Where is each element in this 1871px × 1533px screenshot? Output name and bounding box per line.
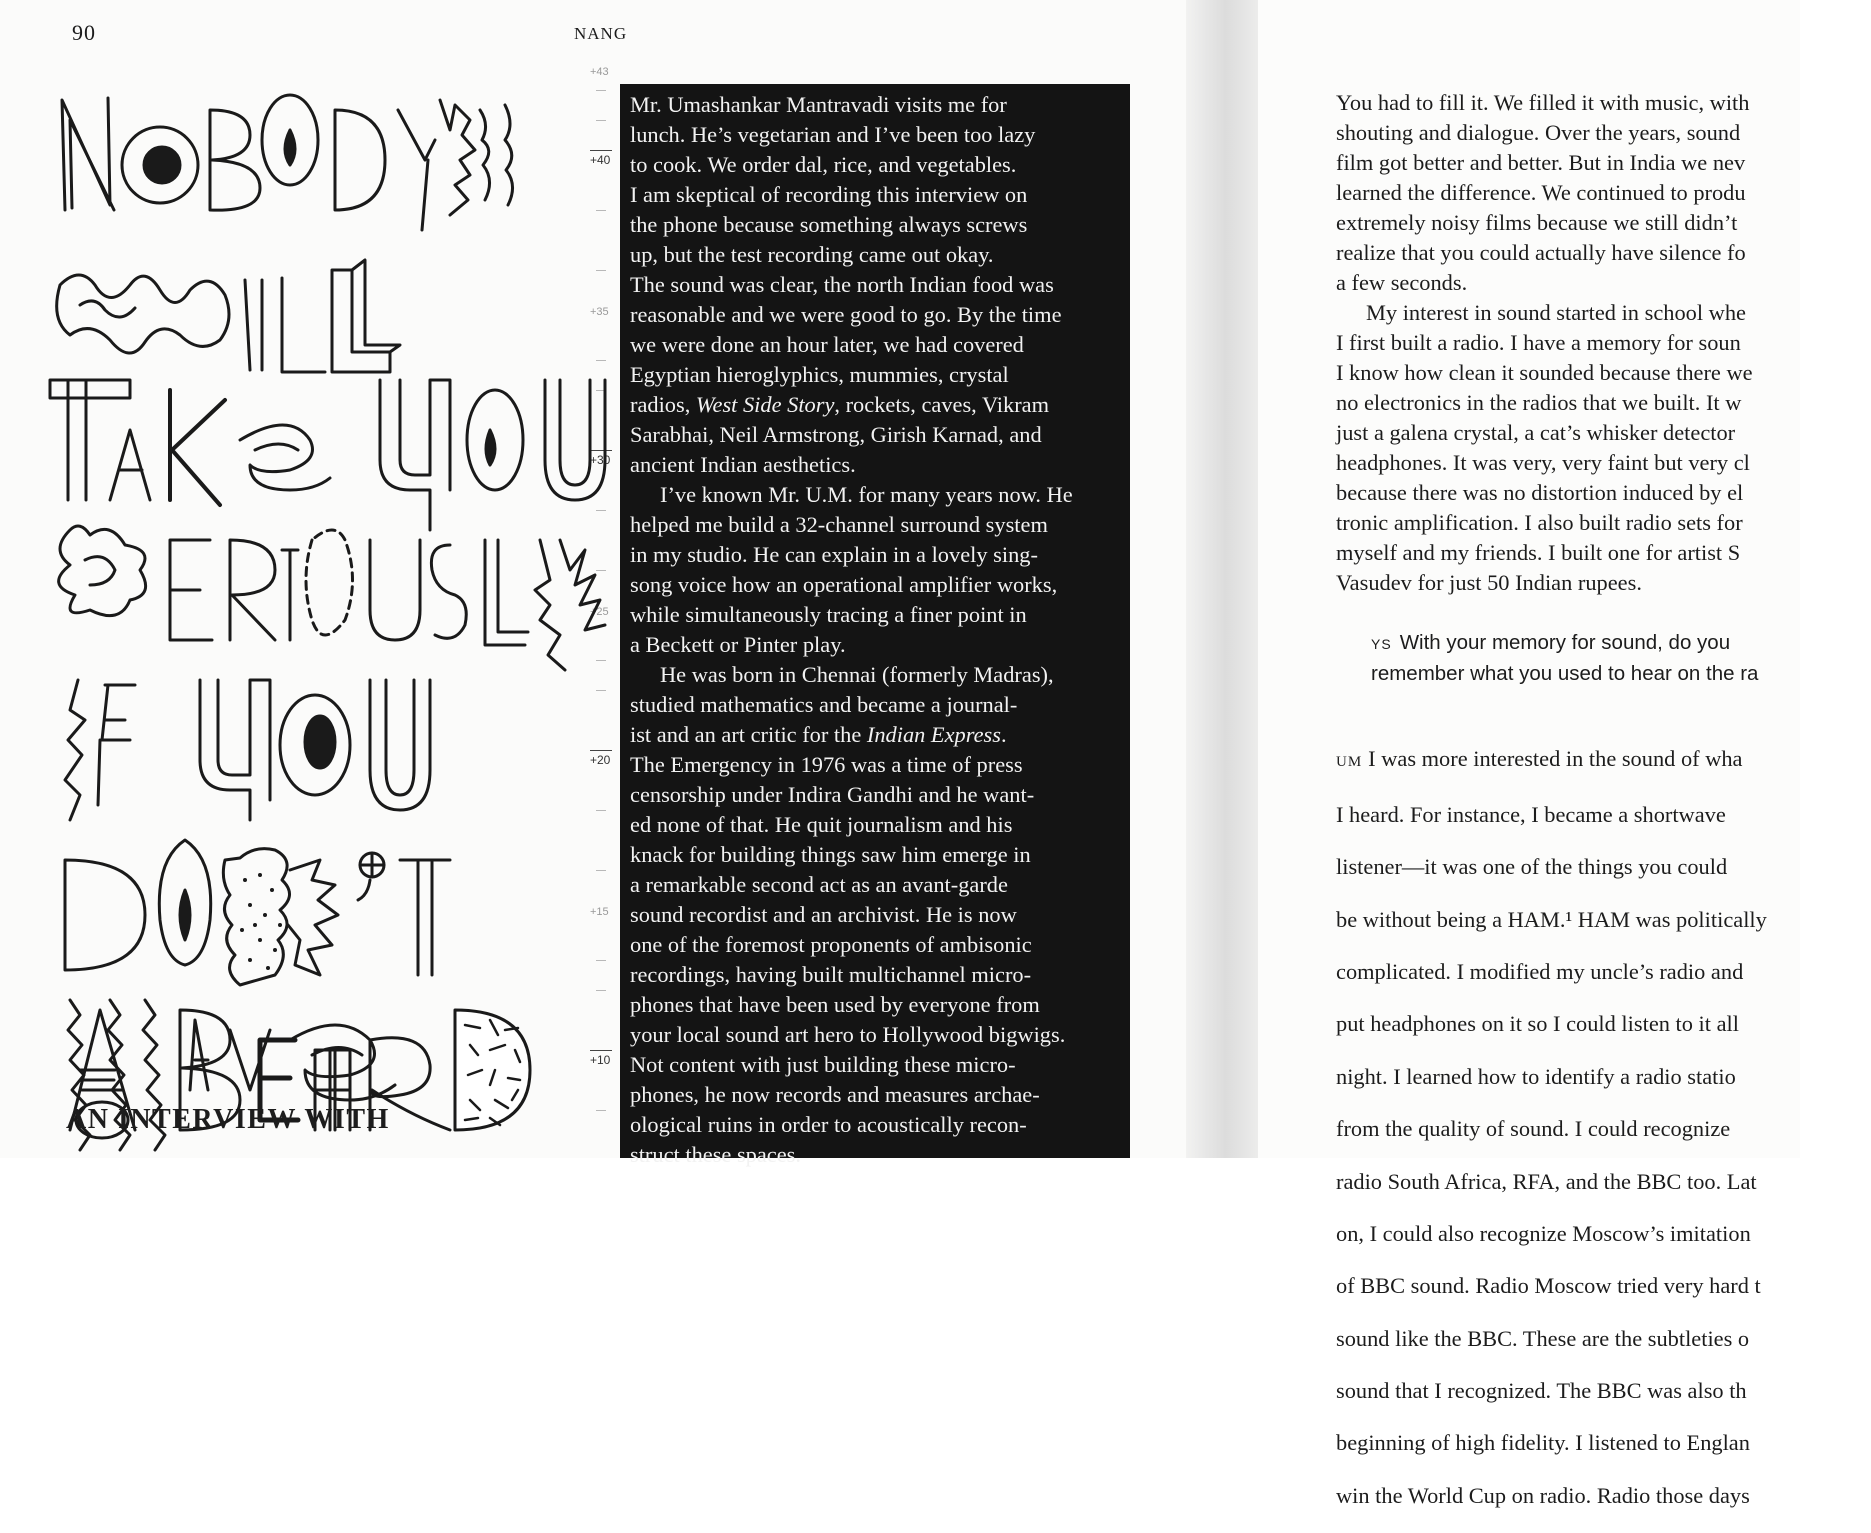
intro-text-block xyxy=(620,84,1130,1167)
ruler-label: +40 xyxy=(590,153,611,167)
intro-line: we were done an hour later, we had covered xyxy=(630,332,1024,357)
answer-speaker-label: UM xyxy=(1336,754,1363,771)
intro-line: He was born in Chennai (formerly Madras), xyxy=(660,662,1054,687)
running-head: NANG xyxy=(574,24,628,43)
lettering-seriously xyxy=(59,526,605,670)
ruler-label: +30 xyxy=(590,453,611,467)
book-gutter xyxy=(1186,0,1258,1158)
intro-line: recordings, having built multichannel micro- xyxy=(630,962,1032,987)
lettering-nobody xyxy=(62,95,513,230)
intro-line: phones, he now records and measures archae- xyxy=(630,1082,1040,1107)
body-line: a few seconds. xyxy=(1336,270,1468,295)
answer-line: on, I could also recognize Moscow’s imitation xyxy=(1336,1220,1751,1246)
body-line: realize that you could actually have silence fo xyxy=(1336,240,1746,265)
question-line: With your memory for sound, do you xyxy=(1399,631,1731,654)
intro-line: a remarkable second act as an avant-garde xyxy=(630,872,1008,897)
intro-line: song voice how an operational amplifier works, xyxy=(630,572,1058,597)
answer-line: sound like the BBC. These are the subtleties o xyxy=(1336,1325,1750,1351)
body-line: headphones. It was very, very faint but very cl xyxy=(1336,450,1750,475)
interview-caption: AN INTERVIEW WITH xyxy=(66,1104,390,1135)
answer-line: complicated. I modified my uncle’s radio and xyxy=(1336,958,1744,984)
body-line: learned the difference. We continued to produ xyxy=(1336,180,1746,205)
intro-line: while simultaneously tracing a finer point in xyxy=(630,602,1027,627)
answer-line: night. I learned how to identify a radio statio xyxy=(1336,1063,1736,1089)
intro-line: your local sound art hero to Hollywood bigwigs. xyxy=(630,1022,1066,1047)
intro-line: up, but the test recording came out okay. xyxy=(630,242,994,267)
intro-line: I am skeptical of recording this interview on xyxy=(630,182,1028,207)
intro-line: The sound was clear, the north Indian food was xyxy=(630,272,1054,297)
intro-line: radios, West Side Story, rockets, caves, Vikram xyxy=(630,392,1050,417)
answer-line: be without being a HAM.¹ HAM was politically xyxy=(1336,906,1767,932)
body-line: You had to fill it. We filled it with music, with xyxy=(1336,90,1750,115)
intro-line: reasonable and we were good to go. By the time xyxy=(630,302,1062,327)
answer-line: sound that I recognized. The BBC was also th xyxy=(1336,1378,1747,1404)
intro-line: ological ruins in order to acoustically recon- xyxy=(630,1112,1027,1137)
ruler-label: +25 xyxy=(590,606,609,618)
body-line: Vasudev for just 50 Indian rupees. xyxy=(1336,570,1642,595)
answer-line: radio South Africa, RFA, and the BBC too. Lat xyxy=(1336,1168,1757,1194)
intro-line: lunch. He’s vegetarian and I’ve been too lazy xyxy=(630,122,1036,147)
answer-line: listener—it was one of the things you could xyxy=(1336,854,1728,880)
right-page-body xyxy=(1336,88,1856,598)
body-line: just a galena crystal, a cat’s whisker detector xyxy=(1336,420,1736,445)
right-page xyxy=(1258,0,1800,1508)
body-line: extremely noisy films because we still didn’t xyxy=(1336,210,1738,235)
body-line: film got better and better. But in India we nev xyxy=(1336,150,1746,175)
intro-line: I’ve known Mr. U.M. for many years now. He xyxy=(660,482,1073,507)
intro-line: a Beckett or Pinter play. xyxy=(630,632,846,657)
lettering-will xyxy=(57,260,400,372)
lettering-take-you xyxy=(50,380,605,530)
body-line: My interest in sound started in school whe xyxy=(1366,300,1746,325)
ruler-label: +43 xyxy=(590,66,609,78)
interview-question xyxy=(1371,628,1871,689)
page-number: 90 xyxy=(72,20,96,45)
intro-line: Sarabhai, Neil Armstrong, Girish Karnad, and xyxy=(630,422,1042,447)
intro-text xyxy=(620,84,1130,1170)
ruler-label: +10 xyxy=(590,1053,611,1067)
intro-line: Not content with just building these micro- xyxy=(630,1052,1016,1077)
title-lettering xyxy=(50,80,610,1080)
intro-line: Mr. Umashankar Mantravadi visits me for xyxy=(630,92,1007,117)
intro-line: helped me build a 32-channel surround system xyxy=(630,512,1048,537)
body-line: no electronics in the radios that we built. It w xyxy=(1336,390,1742,415)
intro-line: one of the foremost proponents of ambisonic xyxy=(630,932,1032,957)
intro-line: knack for building things saw him emerge in xyxy=(630,842,1031,867)
intro-line: struct these spaces. xyxy=(630,1142,801,1167)
answer-line: beginning of high fidelity. I listened to Englan xyxy=(1336,1430,1750,1456)
answer-line: UM I was more interested in the sound of wha xyxy=(1336,746,1743,772)
answer-line: of BBC sound. Radio Moscow tried very hard t xyxy=(1336,1273,1761,1299)
answer-line: put headphones on it so I could listen to it all xyxy=(1336,1011,1739,1037)
intro-line: studied mathematics and became a journal- xyxy=(630,692,1018,717)
intro-line: sound recordist and an archivist. He is now xyxy=(630,902,1017,927)
ruler-label: +15 xyxy=(590,906,609,918)
intro-line: phones that have been used by everyone from xyxy=(630,992,1040,1017)
question-speaker-label: YS xyxy=(1371,636,1392,652)
intro-line: in my studio. He can explain in a lovely sing- xyxy=(630,542,1038,567)
intro-line: the phone because something always screws xyxy=(630,212,1028,237)
body-line: myself and my friends. I built one for artist S xyxy=(1336,540,1741,565)
ruler-label: +35 xyxy=(590,306,609,318)
answer-line: win the World Cup on radio. Radio those days xyxy=(1336,1482,1750,1508)
intro-line: ist and an art critic for the Indian Express. xyxy=(630,722,1007,747)
body-line: I know how clean it sounded because there we xyxy=(1336,360,1753,385)
question-line: remember what you used to hear on the ra xyxy=(1371,662,1759,685)
left-page xyxy=(0,0,1186,1167)
body-line: tronic amplification. I also built radio sets for xyxy=(1336,510,1743,535)
body-line: I first built a radio. I have a memory for soun xyxy=(1336,330,1741,355)
intro-line: censorship under Indira Gandhi and he want- xyxy=(630,782,1035,807)
answer-line: I heard. For instance, I became a shortwave xyxy=(1336,801,1726,827)
lettering-if-you xyxy=(65,680,430,820)
intro-line: to cook. We order dal, rice, and vegetables. xyxy=(630,152,1017,177)
intro-line: ancient Indian aesthetics. xyxy=(630,452,856,477)
interview-answer xyxy=(1336,722,1856,1533)
intro-line: Egyptian hieroglyphics, mummies, crystal xyxy=(630,362,1009,387)
intro-line: The Emergency in 1976 was a time of press xyxy=(630,752,1023,777)
body-line: shouting and dialogue. Over the years, sound xyxy=(1336,120,1741,145)
body-line: because there was no distortion induced by el xyxy=(1336,480,1744,505)
ruler-label: +20 xyxy=(590,753,611,767)
intro-line: ed none of that. He quit journalism and his xyxy=(630,812,1013,837)
answer-line: from the quality of sound. I could recognize xyxy=(1336,1116,1731,1142)
